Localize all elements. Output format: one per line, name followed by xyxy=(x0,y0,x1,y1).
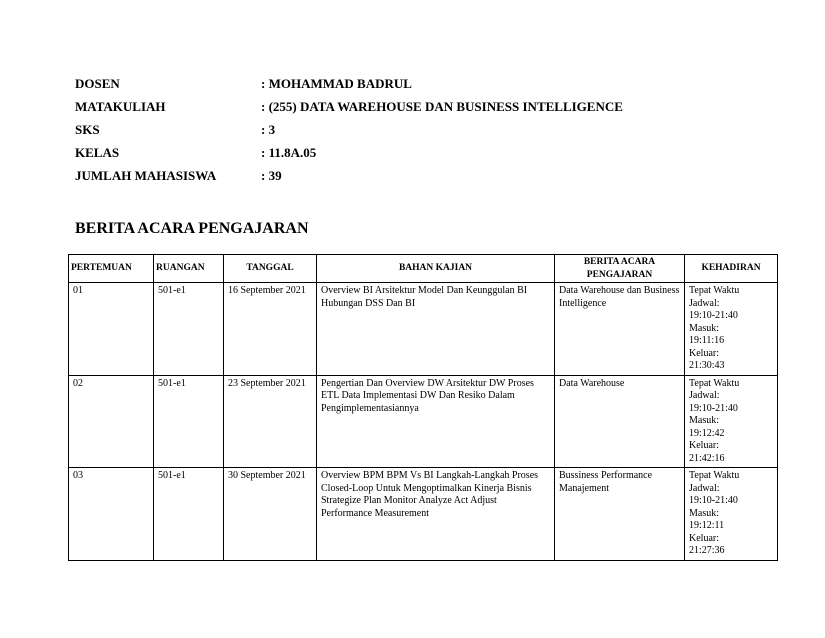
kehadiran-jadwal-label: Jadwal: xyxy=(689,482,720,494)
info-label: JUMLAH MAHASISWA xyxy=(75,168,217,183)
column-header: RUANGAN xyxy=(154,255,224,283)
cell-berita-acara: Bussiness Performance Manajement xyxy=(555,468,685,561)
kehadiran-masuk-label: Masuk: xyxy=(689,322,719,334)
cell-pertemuan: 02 xyxy=(69,375,154,468)
column-header: KEHADIRAN xyxy=(685,255,778,283)
table-row xyxy=(69,468,778,561)
kehadiran-jadwal: 19:10-21:40 xyxy=(689,402,738,414)
column-header: BAHAN KAJIAN xyxy=(317,255,555,283)
kehadiran-status: Tepat Waktu xyxy=(689,285,740,296)
info-label: MATAKULIAH xyxy=(75,99,166,114)
kehadiran-masuk-label: Masuk: xyxy=(689,415,719,426)
cell-pertemuan: 03 xyxy=(69,468,154,561)
cell-berita-acara: Data Warehouse xyxy=(555,375,685,468)
kehadiran-jadwal: 19:10-21:40 xyxy=(689,495,738,506)
teaching-log-table xyxy=(68,254,778,561)
cell-bahan-kajian: Overview BPM BPM Vs BI Langkah-Langkah Proses Closed-Loop Untuk Mengoptimalkan Kinerja Bisnis Strategize Plan Monitor Analyze Act Adjust Performance Measurement xyxy=(317,468,555,561)
kehadiran-masuk: 19:11:16 xyxy=(689,335,725,346)
cell-berita-acara: Data Warehouse dan Business Intelligence xyxy=(555,283,685,376)
info-value: : MOHAMMAD BADRUL xyxy=(261,76,412,91)
table-header-row xyxy=(69,255,778,283)
kehadiran-masuk-label: Masuk: xyxy=(689,507,719,519)
info-label: KELAS xyxy=(75,145,120,160)
info-label: DOSEN xyxy=(75,76,120,91)
kehadiran-status: Tepat Waktu xyxy=(689,470,740,481)
column-header: TANGGAL xyxy=(224,255,317,283)
table-row xyxy=(69,283,778,376)
table-row xyxy=(69,375,778,468)
cell-kehadiran xyxy=(685,468,778,561)
cell-ruangan: 501-e1 xyxy=(154,283,224,376)
cell-ruangan: 501-e1 xyxy=(154,375,224,468)
kehadiran-keluar: 21:42:16 xyxy=(689,452,725,464)
cell-bahan-kajian: Pengertian Dan Overview DW Arsitektur DW Proses ETL Data Implementasi DW Dan Resiko Dalam Pengimplementasiannya xyxy=(317,375,555,468)
page-title: BERITA ACARA PENGAJARAN xyxy=(75,220,309,237)
cell-ruangan: 501-e1 xyxy=(154,468,224,561)
kehadiran-keluar-label: Keluar: xyxy=(689,532,719,544)
cell-tanggal: 23 September 2021 xyxy=(224,375,317,468)
info-value: : (255) DATA WAREHOUSE DAN BUSINESS INTELLIGENCE xyxy=(261,99,623,114)
kehadiran-keluar-label: Keluar: xyxy=(689,347,719,359)
column-header: BERITA ACARA PENGAJARAN xyxy=(555,255,685,283)
info-value: : 39 xyxy=(261,168,282,183)
kehadiran-jadwal-label: Jadwal: xyxy=(689,390,720,401)
kehadiran-status: Tepat Waktu xyxy=(689,377,740,389)
kehadiran-jadwal-label: Jadwal: xyxy=(689,297,720,309)
cell-tanggal: 16 September 2021 xyxy=(224,283,317,376)
kehadiran-keluar: 21:30:43 xyxy=(689,360,725,371)
cell-kehadiran xyxy=(685,283,778,376)
cell-pertemuan: 01 xyxy=(69,283,154,376)
column-header: PERTEMUAN xyxy=(69,255,154,283)
kehadiran-masuk: 19:12:42 xyxy=(689,427,725,439)
kehadiran-jadwal: 19:10-21:40 xyxy=(689,310,738,321)
info-value: : 11.8A.05 xyxy=(261,145,317,160)
cell-bahan-kajian: Overview BI Arsitektur Model Dan Keunggulan BI Hubungan DSS Dan BI xyxy=(317,283,555,376)
info-value: : 3 xyxy=(261,122,276,137)
kehadiran-keluar-label: Keluar: xyxy=(689,440,719,451)
cell-kehadiran xyxy=(685,375,778,468)
kehadiran-masuk: 19:12:11 xyxy=(689,520,725,531)
kehadiran-keluar: 21:27:36 xyxy=(689,545,725,556)
cell-tanggal: 30 September 2021 xyxy=(224,468,317,561)
info-label: SKS xyxy=(75,122,100,137)
